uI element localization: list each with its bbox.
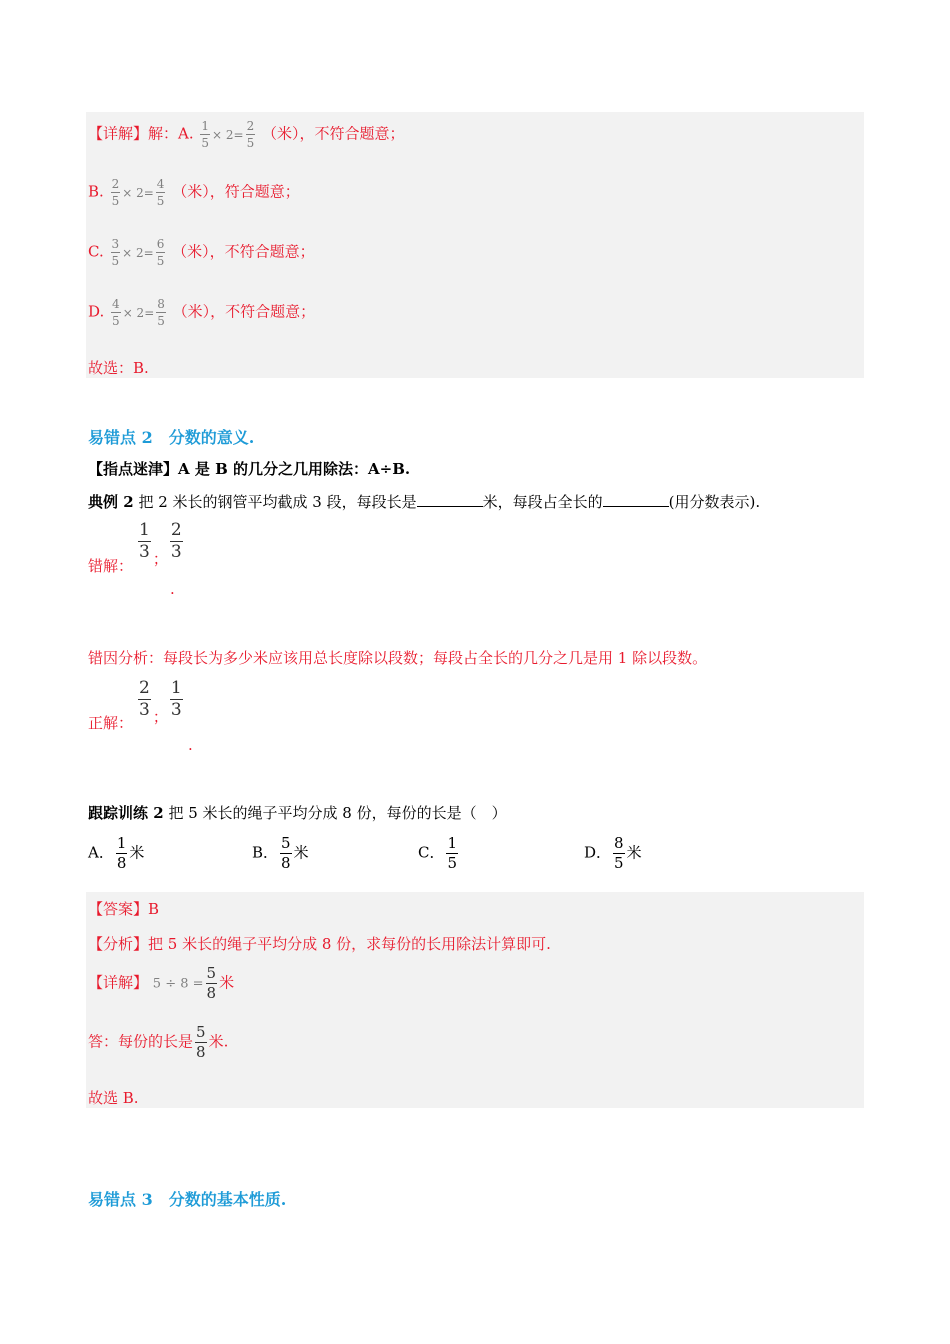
fraction: $\frac{1}{3}$ (170, 678, 182, 720)
fraction-expression: $\frac{3}{5}$ × 2= $\frac{6}{5}$ (111, 237, 165, 268)
option-unit: 米 (293, 843, 309, 862)
detail-line-d (88, 298, 315, 327)
detail-suffix: （米），不符合题意； (172, 302, 316, 321)
fraction-expression: $\frac{2}{5}$ × 2= $\frac{4}{5}$ (111, 177, 165, 208)
option-letter: B． (252, 843, 279, 862)
correct-answer-label: 正解： (88, 714, 134, 732)
example-label: 典例 2 (88, 493, 134, 511)
analysis-line: 【分析】把 5 米长的绳子平均分成 8 份，求每份的长用除法计算即可. (88, 935, 551, 953)
answer-line: 【答案】B (88, 900, 160, 918)
fraction: $\frac{1}{8}$ (116, 834, 127, 872)
fraction: $\frac{8}{5}$ (614, 834, 624, 872)
correct-answer-fractions: $\frac{2}{3}$ ； $\frac{1}{3}$ (139, 678, 182, 726)
final-answer-prefix: 答：每份的长是 (88, 1032, 194, 1051)
example-text: 米，每段占全长的 (482, 493, 603, 511)
detail-prefix: 【详解】解：A. (88, 124, 194, 143)
final-answer-line (88, 1025, 228, 1060)
option-letter: D． (584, 843, 612, 862)
fraction: $\frac{2}{5}$ (111, 177, 120, 208)
option-unit: 米 (129, 843, 145, 862)
fraction: $\frac{4}{5}$ (112, 297, 120, 328)
detail-line-c (88, 238, 315, 267)
option-b[interactable] (252, 836, 309, 871)
tip-line: 【指点迷津】A 是 B 的几分之几用除法：A÷B. (88, 460, 411, 478)
answer-blank-1 (417, 492, 483, 507)
detail-suffix: （米），不符合题意； (172, 242, 315, 261)
option-c[interactable] (418, 836, 460, 871)
training-text: 把 5 米长的绳子平均分成 8 份，每份的长是（ ） (168, 804, 507, 822)
wrong-answer-dot: . (170, 580, 175, 598)
conclusion-line: 故选：B. (88, 359, 149, 377)
option-letter: A． (88, 843, 114, 862)
fraction: $\frac{1}{5}$ (201, 119, 210, 150)
section-heading-2: 易错点 2 分数的意义. (88, 428, 255, 447)
fraction: $\frac{2}{3}$ (170, 520, 182, 562)
correct-answer-dot: . (188, 736, 193, 754)
option-letter: C． (418, 843, 445, 862)
detail-prefix: C. (88, 242, 104, 261)
option-a[interactable] (88, 836, 144, 871)
wrong-answer-label: 错解： (88, 557, 134, 575)
fraction: $\frac{2}{3}$ (139, 678, 150, 720)
detail-suffix: （米），符合题意； (172, 182, 300, 201)
fraction: $\frac{1}{5}$ (447, 834, 458, 872)
choose-line: 故选 B. (88, 1089, 139, 1107)
training-question (88, 802, 507, 823)
fraction: $\frac{5}{8}$ (196, 1023, 206, 1061)
fraction: $\frac{6}{5}$ (156, 237, 165, 268)
detail-prefix: B. (88, 182, 104, 201)
section-heading-3: 易错点 3 分数的基本性质. (88, 1190, 287, 1209)
detail-unit: 米 (219, 973, 235, 992)
fraction: $\frac{4}{5}$ (156, 177, 165, 208)
detail-line (88, 966, 234, 1001)
detail-line-b (88, 178, 300, 207)
fraction: $\frac{8}{5}$ (157, 297, 165, 328)
answer-blank-2 (603, 492, 669, 507)
fraction: $\frac{3}{5}$ (111, 237, 120, 268)
training-label: 跟踪训练 2 (88, 804, 164, 822)
fraction-expression: $\frac{1}{5}$ × 2= $\frac{2}{5}$ (201, 119, 255, 150)
example-line (88, 491, 760, 512)
detail-suffix: （米），不符合题意； (262, 124, 405, 143)
detail-expression: 5 ÷ 8 = (152, 976, 204, 992)
fraction: $\frac{2}{5}$ (246, 119, 255, 150)
final-answer-suffix: 米. (208, 1032, 229, 1051)
example-text: (用分数表示). (668, 493, 761, 511)
option-d[interactable] (584, 836, 642, 871)
wrong-answer-fractions: $\frac{1}{3}$ ； $\frac{2}{3}$ (139, 520, 182, 568)
error-analysis: 错因分析：每段长为多少米应该用总长度除以段数；每段占全长的几分之几是用 1 除以段数。 (88, 649, 708, 667)
option-unit: 米 (626, 843, 642, 862)
fraction: $\frac{5}{8}$ (206, 964, 217, 1002)
detail-label: 【详解】 (88, 973, 149, 992)
detail-prefix: D. (88, 302, 105, 321)
example-text: 把 2 米长的钢管平均截成 3 段，每段长是 (138, 493, 417, 511)
fraction: $\frac{5}{8}$ (281, 834, 291, 872)
detail-line-a (88, 120, 405, 149)
fraction-expression: $\frac{4}{5}$ × 2= $\frac{8}{5}$ (112, 297, 165, 328)
fraction: $\frac{1}{3}$ (139, 520, 150, 562)
